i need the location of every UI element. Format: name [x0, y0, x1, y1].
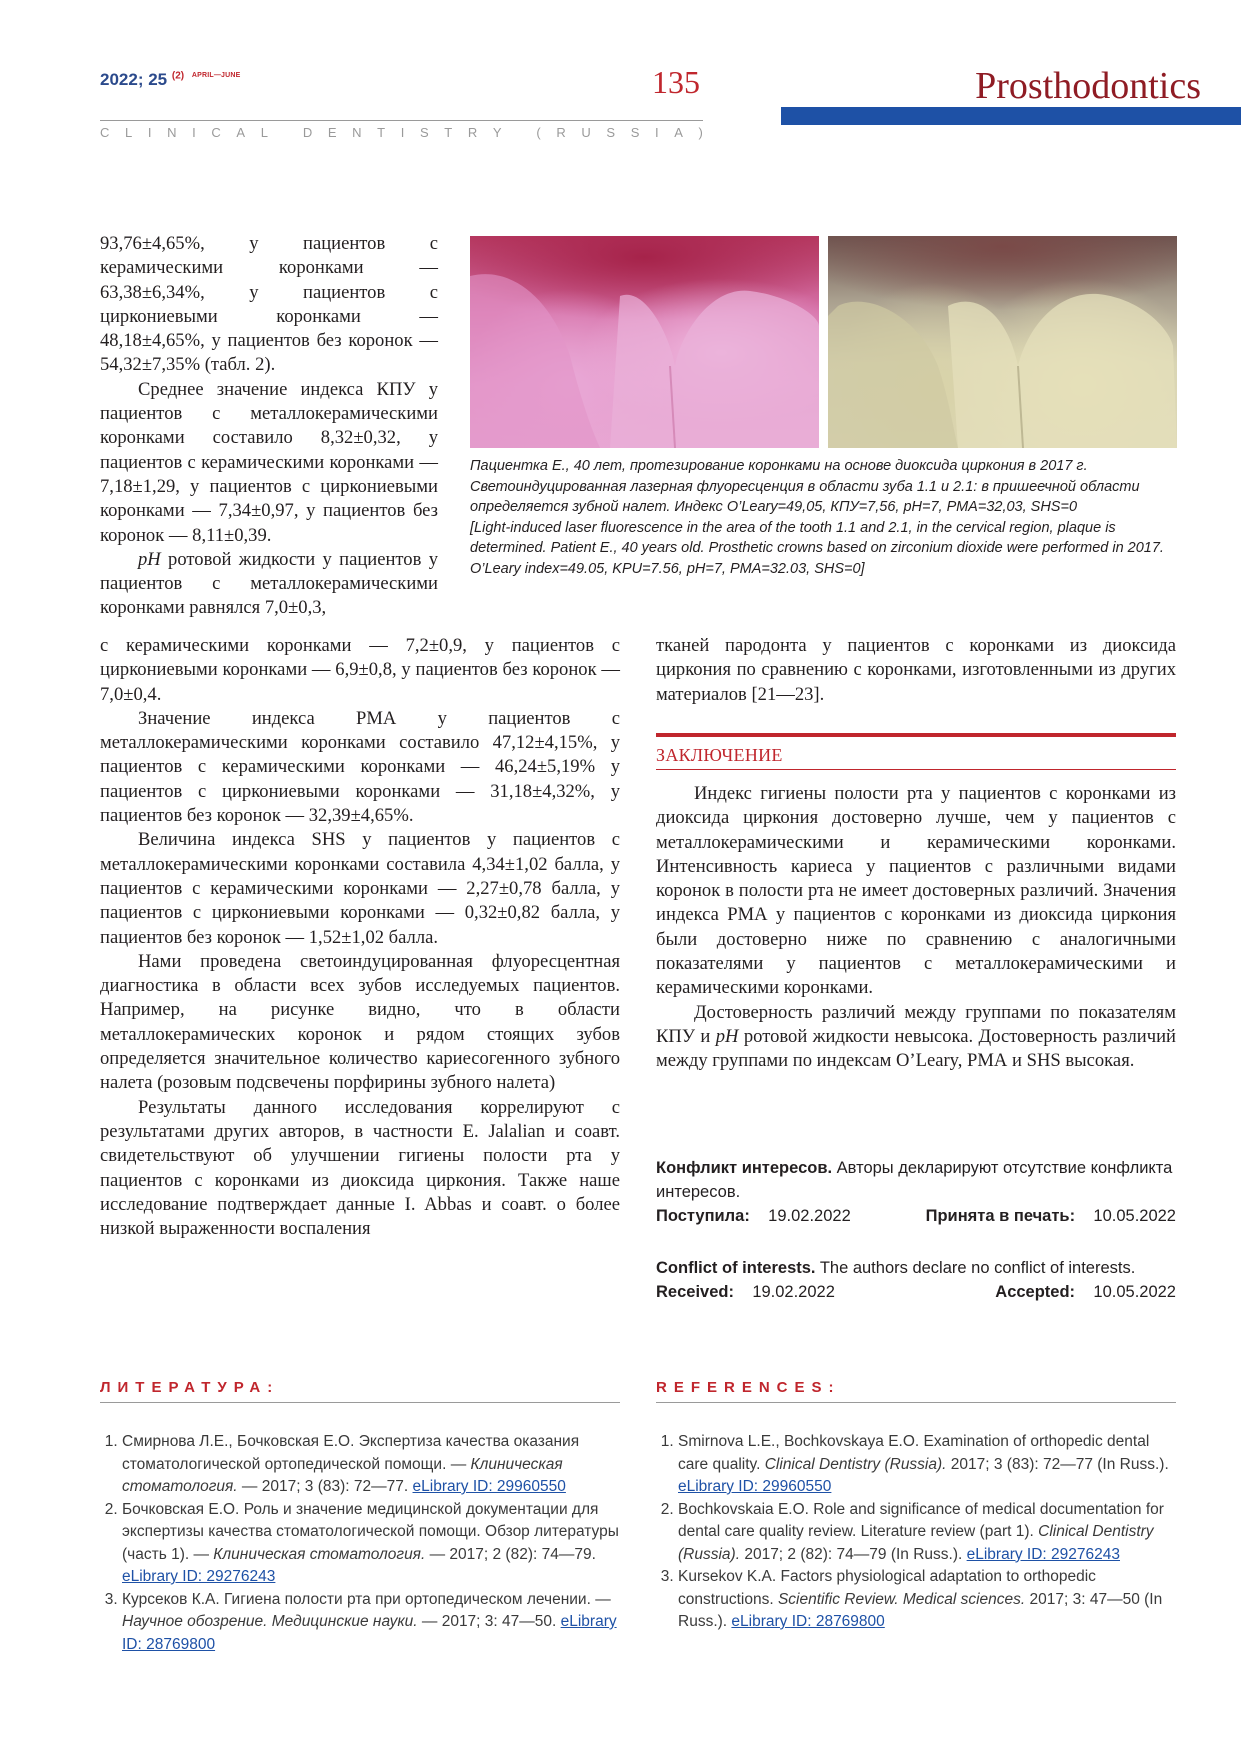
ref-title: Гигиена полости рта при ортопедическом лечении. — — [224, 1590, 611, 1608]
body-right-top — [656, 634, 1176, 707]
issue-number: (2) — [171, 70, 185, 82]
journal-letter: S — [606, 125, 616, 140]
caption-en: [Light-induced laser fluorescence in the area of the tooth 1.1 and 2.1, in the cervical region, plaque is determined. Patient E., 40 years old. Prosthetic crowns based on zirconium dioxide were performed in 2017. O’Leary index=49.05, KPU=7.56, pH=7, PMA=32.03, SHS=0] — [470, 519, 1164, 577]
body-left-top — [100, 232, 438, 621]
ref-details: 2017; 2 (82): 74—79 (In Russ.). — [744, 1545, 963, 1563]
journal-letter — [284, 125, 288, 140]
received-date: 19.02.2022 — [752, 1283, 835, 1301]
ref-journal: Clinical Dentistry (Russia). — [678, 1523, 1154, 1563]
journal-letter: I — [400, 125, 405, 140]
paragraph: Нами проведена светоиндуцированная флуоресцентная диагностика в области всех зубов исследуемых пациентов. Например, на рисунке видно, что в области металлокерамических коронок и рядом стоящих зубов определяется значительное количество кариесогенного зубного налета (розовым подсвечены порфирины зубного налета) — [100, 950, 620, 1094]
journal-letter: I — [147, 125, 152, 140]
elibrary-link[interactable]: eLibrary ID: 29960550 — [678, 1478, 832, 1495]
journal-letter: T — [444, 125, 453, 140]
ref-authors: Курсеков К.А. — [122, 1590, 220, 1608]
journal-letter: N — [167, 125, 177, 140]
conflict-en — [656, 1256, 1176, 1304]
dates-row-ru — [656, 1204, 1176, 1228]
ref-journal: Научное обозрение. Медицинские науки. — [122, 1613, 418, 1630]
ref-authors: Бочковская Е.О. — [122, 1500, 240, 1518]
journal-letter: S — [630, 125, 640, 140]
journal-letter — [517, 125, 521, 140]
paragraph: Среднее значение индекса КПУ у пациентов с металлокерамическими коронками составило 8,32±0,32, у пациентов с керамическими коронками — 7,18±1,29, у пациентов с циркониевыми коронками — 7,34±0,97, у пациентов без коронок — 8,11±0,39. — [100, 378, 438, 546]
ref-title: Роль и значение медицинской документации для экспертизы качества стоматологической помощи. Обзор литературы (часть 1). — — [122, 1500, 619, 1563]
caption-ru: Пациентка Е., 40 лет, протезирование коронками на основе диоксида циркония в 2017 г. Светоиндуцированная лазерная флуоресценция в области зуба 1.1 и 2.1: в пришеечной области определяется зубной налет. Индекс O’Leary=49,05, КПУ=7,56, pH=7, РМА=32,03, SHS=0 — [470, 458, 1140, 515]
journal-letter: Y — [492, 125, 502, 140]
received-label: Received: — [656, 1283, 734, 1301]
paragraph — [100, 548, 438, 621]
journal-name — [100, 125, 703, 140]
issue-year-volume: 2022; 25 — [100, 70, 168, 89]
accepted-date: 10.05.2022 — [1093, 1207, 1176, 1225]
journal-letter: U — [581, 125, 591, 140]
figure-photo-fluorescence — [470, 236, 819, 448]
paragraph: Индекс гигиены полости рта у пациентов с коронками из диоксида циркония достоверно лучше, чем у пациентов с металлокерамическими и керамическими коронками. Интенсивность кариеса у пациентов с различными видами коронок в полости рта не имеет достоверных различий. Значения индекса РМА у пациентов с коронками из диоксида циркония были достоверно ниже по сравнению с аналогичными показателями у пациентов с металлокерамическими и керамическими коронками. — [656, 783, 1176, 999]
conflict-text: Авторы декларируют отсутствие конфликта интересов. — [656, 1159, 1173, 1201]
issue-months: APRIL—JUNE — [191, 72, 241, 79]
journal-letter: R — [467, 125, 478, 140]
paragraph: Величина индекса SHS у пациентов у пациентов с металлокерамическими коронками составила 4,34±1,02 балла, у пациентов с керамическими коронками — 2,27±0,78 балла, у пациентов с циркониевыми коронками — 0,32±0,82 балла, у пациентов без коронок — 1,52±1,02 балла. — [100, 829, 620, 948]
reference-item — [678, 1499, 1176, 1567]
journal-letter: R — [556, 125, 566, 140]
teeth-illustration-left — [470, 236, 819, 448]
dates-row-en — [656, 1280, 1176, 1304]
header-rule — [100, 120, 703, 121]
paragraph-text: ротовой жидкости у пациентов у пациентов с металлокерамическими коронками равнялся 7,0±0,3, — [100, 548, 438, 619]
ref-title: Экспертиза качества оказания стоматологической ортопедической помощи. — — [122, 1433, 580, 1473]
received-date: 19.02.2022 — [768, 1207, 851, 1225]
references-rule-ru — [100, 1402, 620, 1403]
ref-journal: Clinical Dentistry (Russia). — [764, 1455, 947, 1473]
reference-item — [122, 1499, 620, 1589]
conflict-label: Конфликт интересов. — [656, 1159, 833, 1177]
paragraph-text: ротовой жидкости невысока. Достоверность различий между группами по индексам O’Leary, РМА и SHS высокая. — [656, 1025, 1176, 1072]
paragraph: тканей пародонта у пациентов с коронками из диоксида циркония по сравнению с коронками, изготовленными из других материалов [21—23]. — [656, 635, 1176, 705]
reference-item — [122, 1431, 620, 1499]
ph-symbol: pH — [138, 548, 161, 570]
received-label: Поступила: — [656, 1207, 750, 1225]
journal-letter: N — [352, 125, 362, 140]
references-list-ru — [100, 1431, 620, 1656]
references-heading-ru: ЛИТЕРАТУРА: — [100, 1379, 280, 1396]
ref-details: — 2017; 2 (82): 74—79. — [429, 1545, 596, 1563]
ref-journal: Scientific Review. Medical sciences. — [777, 1590, 1026, 1608]
journal-letter: T — [377, 125, 386, 140]
accepted-date: 10.05.2022 — [1093, 1283, 1176, 1301]
journal-letter: ( — [536, 125, 541, 140]
ref-journal: Клиническая стоматология. — [122, 1455, 563, 1495]
ref-authors: Kursekov K.A. — [678, 1568, 777, 1585]
paragraph-text: Достоверность различий между группами по показателям КПУ и — [656, 1001, 1176, 1047]
paragraph: с керамическими коронками — 7,2±0,9, у пациентов с циркониевыми коронками — 6,9±0,8, у пациентов без коронок — 7,0±0,4. — [100, 635, 620, 705]
ref-details: 2017; 3 (83): 72—77 (In Russ.). — [950, 1455, 1169, 1473]
body-left — [100, 634, 620, 1241]
conflict-label: Conflict of interests. — [656, 1259, 816, 1277]
photo-divider — [819, 236, 828, 448]
journal-letter: S — [419, 125, 429, 140]
journal-letter: C — [100, 125, 110, 140]
ref-title: Examination of orthopedic dental care quality. — [678, 1433, 1150, 1473]
paragraph: 93,76±4,65%, у пациентов с керамическими коронками — 63,38±6,34%, у пациентов с циркониевыми коронками — 48,18±4,65%, у пациентов без коронок — 54,32±7,35% (табл. 2). — [100, 233, 438, 376]
ref-authors: Смирнова Л.Е., Бочковская Е.О. — [122, 1433, 355, 1450]
conflict-text: The authors declare no conflict of interests. — [819, 1259, 1136, 1277]
reference-item — [678, 1566, 1176, 1634]
ref-title: Factors physiological adaptation to orthopedic constructions. — [678, 1568, 1096, 1608]
ref-title: Role and significance of medical documentation for dental care quality review. Literature review (part 1). — [678, 1500, 1164, 1540]
conclusion-underline — [656, 769, 1176, 770]
ref-journal: Клиническая стоматология. — [213, 1545, 426, 1563]
conclusion-body — [656, 782, 1176, 1074]
conclusion-rule — [656, 733, 1176, 737]
section-color-bar — [781, 107, 1241, 125]
paragraph: Результаты данного исследования коррелируют с результатами других авторов, в частности E. Jalalian и соавт. свидетельствуют об улучшении гигиены полости рта у пациентов с коронками из диоксида циркония. Также наше исследование подтверждает данные I. Abbas и соавт. о более низкой выраженности воспаления — [100, 1096, 620, 1240]
ref-details: 2017; 3: 47—50 (In Russ.). — [678, 1590, 1163, 1630]
paragraph: Значение индекса РМА у пациентов с металлокерамическими коронками составило 47,12±4,15%, у пациентов с керамическими коронками — 46,24±5,19% у пациентов с циркониевыми коронками — 31,18±4,32%, у пациентов без коронок — 32,39±4,65%. — [100, 707, 620, 827]
figure-caption — [470, 456, 1177, 579]
ph-symbol: pH — [715, 1025, 739, 1047]
conflict-statement-ru — [656, 1156, 1176, 1204]
journal-letter: A — [236, 125, 246, 140]
elibrary-link[interactable]: eLibrary ID: 29276243 — [122, 1568, 276, 1585]
journal-letter: I — [655, 125, 659, 140]
issue-info — [100, 70, 241, 90]
page-number: 135 — [652, 64, 700, 100]
journal-letter: L — [125, 125, 133, 140]
conclusion-heading: ЗАКЛЮЧЕНИЕ — [656, 745, 783, 765]
references-rule-en — [656, 1402, 1176, 1403]
paragraph — [656, 1001, 1176, 1074]
accepted-label: Accepted: — [995, 1283, 1076, 1301]
journal-letter: D — [302, 125, 313, 140]
ref-details: — 2017; 3: 47—50. — [421, 1613, 557, 1630]
ref-authors: Smirnova L.E., Bochkovskaya E.O. — [678, 1433, 920, 1450]
journal-letter: L — [260, 125, 268, 140]
ref-details: — 2017; 3 (83): 72—77. — [241, 1478, 409, 1495]
elibrary-link[interactable]: eLibrary ID: 28769800 — [122, 1613, 617, 1653]
elibrary-link[interactable]: eLibrary ID: 28769800 — [731, 1613, 885, 1630]
conflict-statement-en — [656, 1256, 1176, 1280]
ref-authors: Bochkovskaia E.O. — [678, 1500, 809, 1518]
conflict-ru — [656, 1156, 1176, 1228]
reference-item — [122, 1589, 620, 1657]
elibrary-link[interactable]: eLibrary ID: 29960550 — [412, 1478, 566, 1495]
section-title: Prosthodontics — [975, 65, 1201, 107]
journal-letter: A — [674, 125, 683, 140]
journal-letter: C — [211, 125, 221, 140]
journal-letter: I — [192, 125, 196, 140]
journal-letter: ) — [698, 125, 703, 140]
journal-letter: E — [327, 125, 337, 140]
figure-photo-normal — [828, 236, 1177, 448]
elibrary-link[interactable]: eLibrary ID: 29276243 — [966, 1545, 1120, 1563]
reference-item — [678, 1431, 1176, 1499]
accepted-label: Принята в печать: — [925, 1207, 1076, 1225]
references-list-en — [656, 1431, 1176, 1634]
references-heading-en: REFERENCES: — [656, 1379, 841, 1396]
teeth-illustration-right — [828, 236, 1177, 448]
